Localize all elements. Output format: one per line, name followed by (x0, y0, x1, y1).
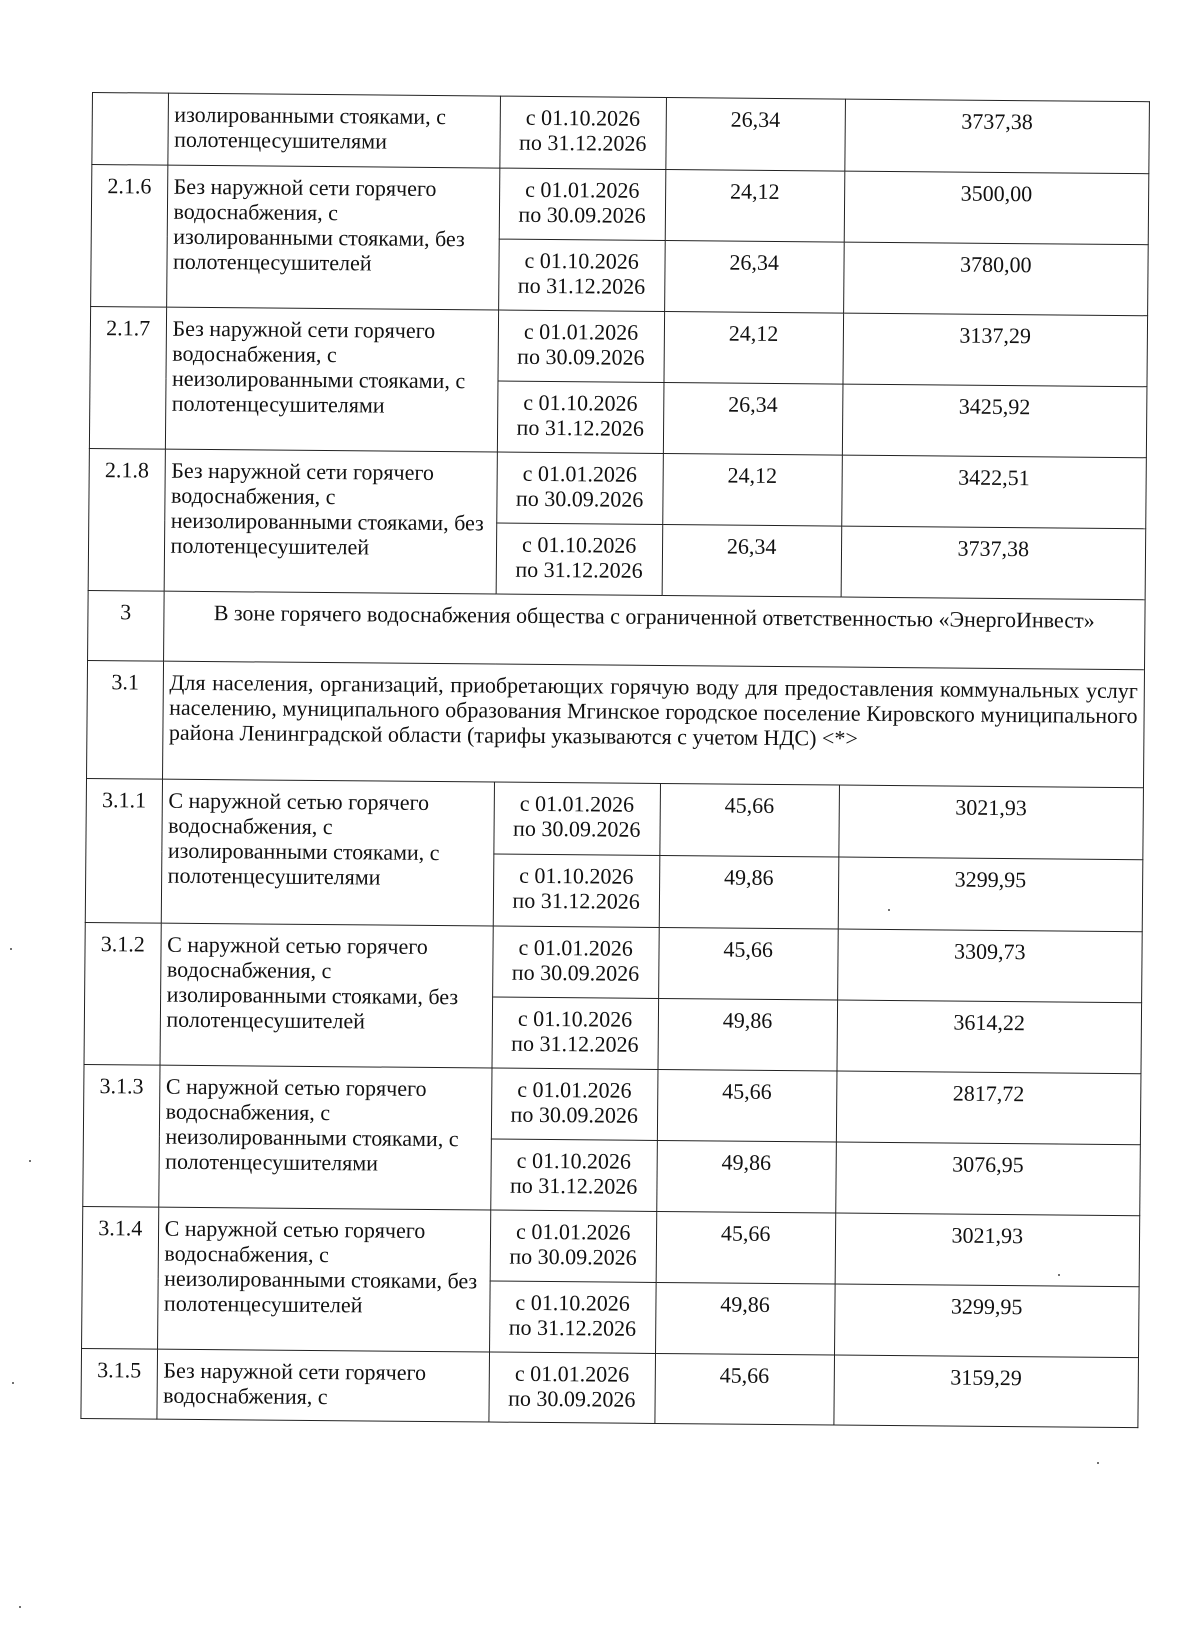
tariff-value: 3159,29 (833, 1355, 1138, 1428)
item-number-cell (92, 93, 168, 166)
period-cell (496, 452, 663, 524)
rate-value: 49,86 (658, 998, 837, 1071)
tariff-value: 3425,92 (842, 384, 1147, 458)
rate-value: 49,86 (656, 1140, 835, 1213)
period-cell (496, 523, 663, 595)
period-cell (489, 1281, 656, 1353)
period-to: по 31.12.2026 (516, 414, 645, 441)
scan-speck (888, 909, 890, 911)
table-row (87, 660, 1145, 787)
period-to: по 31.12.2026 (509, 1172, 638, 1199)
period-to: по 31.12.2026 (515, 556, 643, 583)
rate-value: 26,34 (662, 524, 841, 597)
period-from: с 01.10.2026 (517, 1005, 633, 1032)
rate-value: 45,66 (656, 1211, 835, 1284)
tariff-value: 3137,29 (842, 313, 1147, 387)
period-cell (492, 926, 659, 998)
period-from: с 01.01.2026 (523, 318, 639, 345)
item-description: изолированными стояками, с полотенцесушителями (167, 93, 500, 168)
rate-value: 26,34 (663, 382, 842, 455)
table-row (91, 165, 1149, 245)
period-cell (498, 239, 665, 311)
period-cell (494, 782, 661, 855)
period-cell (489, 1352, 656, 1423)
table-row (90, 306, 1148, 386)
tariff-value: 3422,51 (841, 455, 1146, 529)
rate-value: 24,12 (664, 312, 843, 385)
table-row (88, 590, 1146, 669)
scan-speck (1097, 1462, 1099, 1464)
table-row (92, 93, 1150, 174)
item-number: 3 (88, 590, 164, 661)
item-number: 2.1.7 (89, 306, 166, 449)
subsection-heading: Для населения, организаций, приобретающих горячую воду для предоставления коммунальных услуг населению, муниципального образования Мгинское городское поселение Кировского муниципального района Ленинградской области (тарифы указываются с учетом НДС) <*> (162, 661, 1144, 788)
period-to: по 30.09.2026 (515, 485, 644, 512)
rate-value: 45,66 (655, 1353, 834, 1425)
table-row (81, 1348, 1139, 1427)
tariff-value: 3076,95 (835, 1142, 1140, 1216)
rate-value: 45,66 (658, 927, 837, 1000)
tariff-value: 3737,38 (844, 99, 1149, 174)
table-row (86, 778, 1144, 859)
rate-value: 26,34 (666, 98, 845, 172)
period-cell (493, 854, 660, 927)
scan-speck (29, 1160, 31, 1162)
item-number: 3.1.3 (83, 1064, 160, 1207)
period-cell (490, 1139, 657, 1211)
item-number: 2.1.8 (88, 448, 165, 591)
tariff-value: 3737,38 (841, 526, 1146, 600)
period-from: с 01.01.2026 (525, 176, 640, 203)
period-cell (491, 1068, 658, 1140)
tariff-table (80, 92, 1150, 1428)
table-row (85, 922, 1143, 1002)
period-cell (492, 997, 659, 1069)
period-to: по 30.09.2026 (513, 815, 641, 842)
period-from: с 01.01.2026 (522, 460, 638, 487)
item-description: С наружной сетью горячего водоснабжения, с изолированными стояками, без полотенцесушителей (160, 923, 493, 1068)
period-to: по 31.12.2026 (508, 1314, 637, 1341)
tariff-value: 3500,00 (844, 171, 1149, 245)
scan-speck (10, 948, 12, 950)
item-description: С наружной сетью горячего водоснабжения, с неизолированными стояками, без полотенцесушителей (157, 1207, 490, 1352)
table-row (89, 448, 1147, 528)
scan-speck (1058, 1274, 1060, 1276)
period-from: с 01.10.2026 (515, 1289, 630, 1316)
item-number: 3.1 (87, 660, 164, 779)
period-from: с 01.10.2026 (519, 862, 634, 889)
period-cell (499, 168, 666, 240)
item-description: Без наружной сети горячего водоснабжения, с неизолированными стояками, без полотенцесушителей (164, 449, 497, 594)
item-description: С наружной сетью горячего водоснабжения, с неизолированными стояками, с полотенцесушителями (158, 1065, 491, 1210)
item-number: 3.1.5 (81, 1348, 157, 1419)
period-from: с 01.10.2026 (525, 104, 641, 131)
period-from: с 01.01.2026 (517, 1076, 632, 1103)
tariff-value: 3021,93 (835, 1213, 1140, 1287)
period-to: по 30.09.2026 (511, 959, 640, 986)
period-to: по 30.09.2026 (517, 343, 645, 370)
rate-value: 26,34 (664, 241, 843, 314)
scan-speck (19, 1606, 21, 1608)
item-description: С наружной сетью горячего водоснабжения, с изолированными стояками, с полотенцесушителями (161, 779, 494, 926)
section-heading: В зоне горячего водоснабжения общества с ограниченной ответственностью «ЭнергоИнвест» (163, 591, 1145, 670)
period-to: по 30.09.2026 (508, 1385, 636, 1412)
period-cell (500, 96, 667, 169)
item-number: 3.1.1 (85, 778, 162, 923)
period-to: по 31.12.2026 (512, 887, 640, 914)
period-to: по 30.09.2026 (510, 1101, 639, 1128)
period-to: по 31.12.2026 (517, 272, 646, 299)
period-from: с 01.10.2026 (516, 1147, 632, 1174)
tariff-value: 3299,95 (834, 1284, 1139, 1358)
period-to: по 30.09.2026 (509, 1243, 637, 1270)
rate-value: 49,86 (659, 855, 838, 929)
table-row (82, 1206, 1140, 1286)
period-to: по 30.09.2026 (518, 201, 646, 228)
period-to: по 31.12.2026 (519, 129, 647, 156)
table-row (83, 1064, 1141, 1144)
period-from: с 01.01.2026 (518, 934, 633, 961)
period-from: с 01.01.2026 (516, 1218, 631, 1245)
rate-value: 24,12 (665, 170, 844, 243)
period-cell (490, 1210, 657, 1282)
tariff-value: 3614,22 (837, 1000, 1142, 1074)
item-number: 2.1.6 (91, 165, 168, 308)
rate-value: 49,86 (655, 1282, 834, 1355)
period-from: с 01.10.2026 (524, 247, 639, 274)
period-cell (498, 310, 665, 382)
period-from: с 01.01.2026 (514, 1360, 630, 1387)
item-number: 3.1.4 (82, 1206, 159, 1349)
tariff-value: 3309,73 (837, 929, 1142, 1003)
tariff-value: 3780,00 (843, 242, 1148, 316)
item-number: 3.1.2 (84, 922, 161, 1065)
rate-value: 24,12 (662, 453, 841, 526)
period-cell (497, 381, 664, 453)
period-from: с 01.10.2026 (522, 531, 637, 558)
rate-value: 45,66 (657, 1069, 836, 1142)
period-from: с 01.01.2026 (519, 790, 635, 817)
item-description: Без наружной сети горячего водоснабжения, с изолированными стояками, без полотенцесушителей (166, 165, 499, 310)
tariff-value: 3299,95 (838, 857, 1143, 932)
tariff-value: 2817,72 (836, 1071, 1141, 1145)
period-to: по 31.12.2026 (511, 1030, 639, 1057)
tariff-value: 3021,93 (838, 785, 1143, 860)
item-description: Без наружной сети горячего водоснабжения, с неизолированными стояками, с полотенцесушителями (165, 307, 498, 452)
item-description: Без наружной сети горячего водоснабжения, с (156, 1349, 489, 1422)
scan-speck (12, 1382, 14, 1384)
period-from: с 01.10.2026 (523, 389, 638, 416)
rate-value: 45,66 (660, 783, 839, 857)
